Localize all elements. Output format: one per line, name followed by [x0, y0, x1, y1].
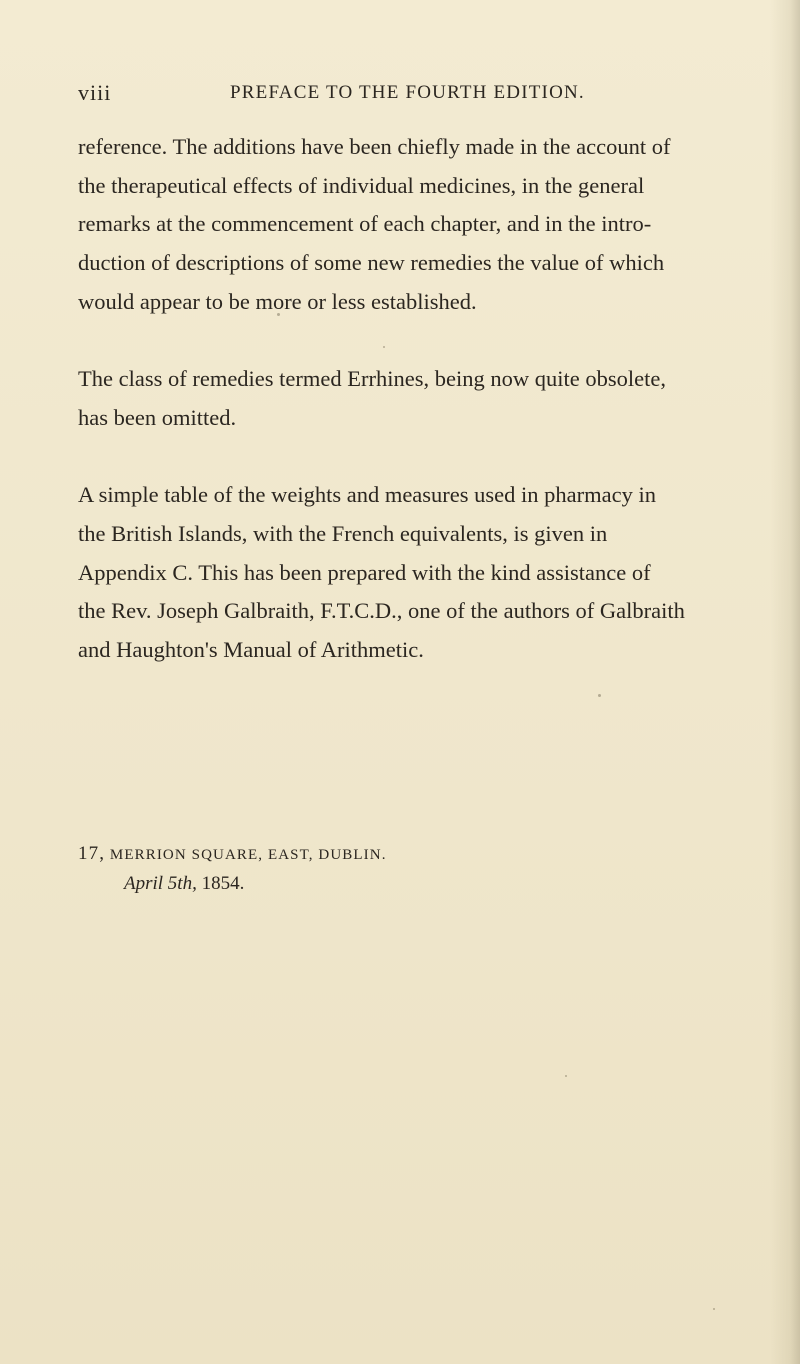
- date-year: 1854.: [201, 873, 245, 894]
- text-line: The class of remedies termed Errhines, being now quite obsolete,: [78, 366, 666, 392]
- paragraph-additions: [78, 128, 768, 322]
- paper-speck: [598, 694, 601, 697]
- running-head: [78, 80, 768, 110]
- text-line: reference. The additions have been chiefly made in the account of: [78, 134, 671, 159]
- signoff: [78, 844, 768, 895]
- address-number: 17,: [78, 843, 106, 864]
- address-text: MERRION SQUARE, EAST, DUBLIN.: [109, 847, 387, 863]
- paper-speck: [713, 1308, 715, 1310]
- text-line: the therapeutical effects of individual medicines, in the general: [78, 172, 645, 198]
- paragraph-weights-table: [78, 476, 768, 670]
- preface-body: [78, 128, 768, 670]
- running-title: PREFACE TO THE FOURTH EDITION.: [230, 82, 585, 103]
- text-line: remarks at the commencement of each chapter, and in the intro-: [78, 211, 652, 237]
- text-line: the Rev. Joseph Galbraith, F.T.C.D., one of the authors of Galbraith: [78, 598, 685, 624]
- text-line: would appear to be more or less established.: [78, 288, 477, 314]
- text-line: has been omitted.: [78, 404, 237, 430]
- text-line: duction of descriptions of some new remedies the value of which: [78, 250, 665, 276]
- date-month-day: April 5th,: [124, 873, 197, 894]
- page-number: viii: [78, 80, 112, 105]
- paper-speck: [277, 313, 280, 316]
- text-line: A simple table of the weights and measures used in pharmacy in: [78, 482, 656, 508]
- address-line: [78, 844, 768, 865]
- paper-speck: [565, 1075, 567, 1077]
- text-line: Appendix C. This has been prepared with the kind assistance of: [78, 559, 651, 585]
- date-line: [124, 873, 768, 895]
- paper-speck: [383, 346, 385, 348]
- text-line: and Haughton's Manual of Arithmetic.: [78, 637, 424, 663]
- text-line: the British Islands, with the French equivalents, is given in: [78, 521, 608, 546]
- paragraph-errhines: [78, 360, 768, 437]
